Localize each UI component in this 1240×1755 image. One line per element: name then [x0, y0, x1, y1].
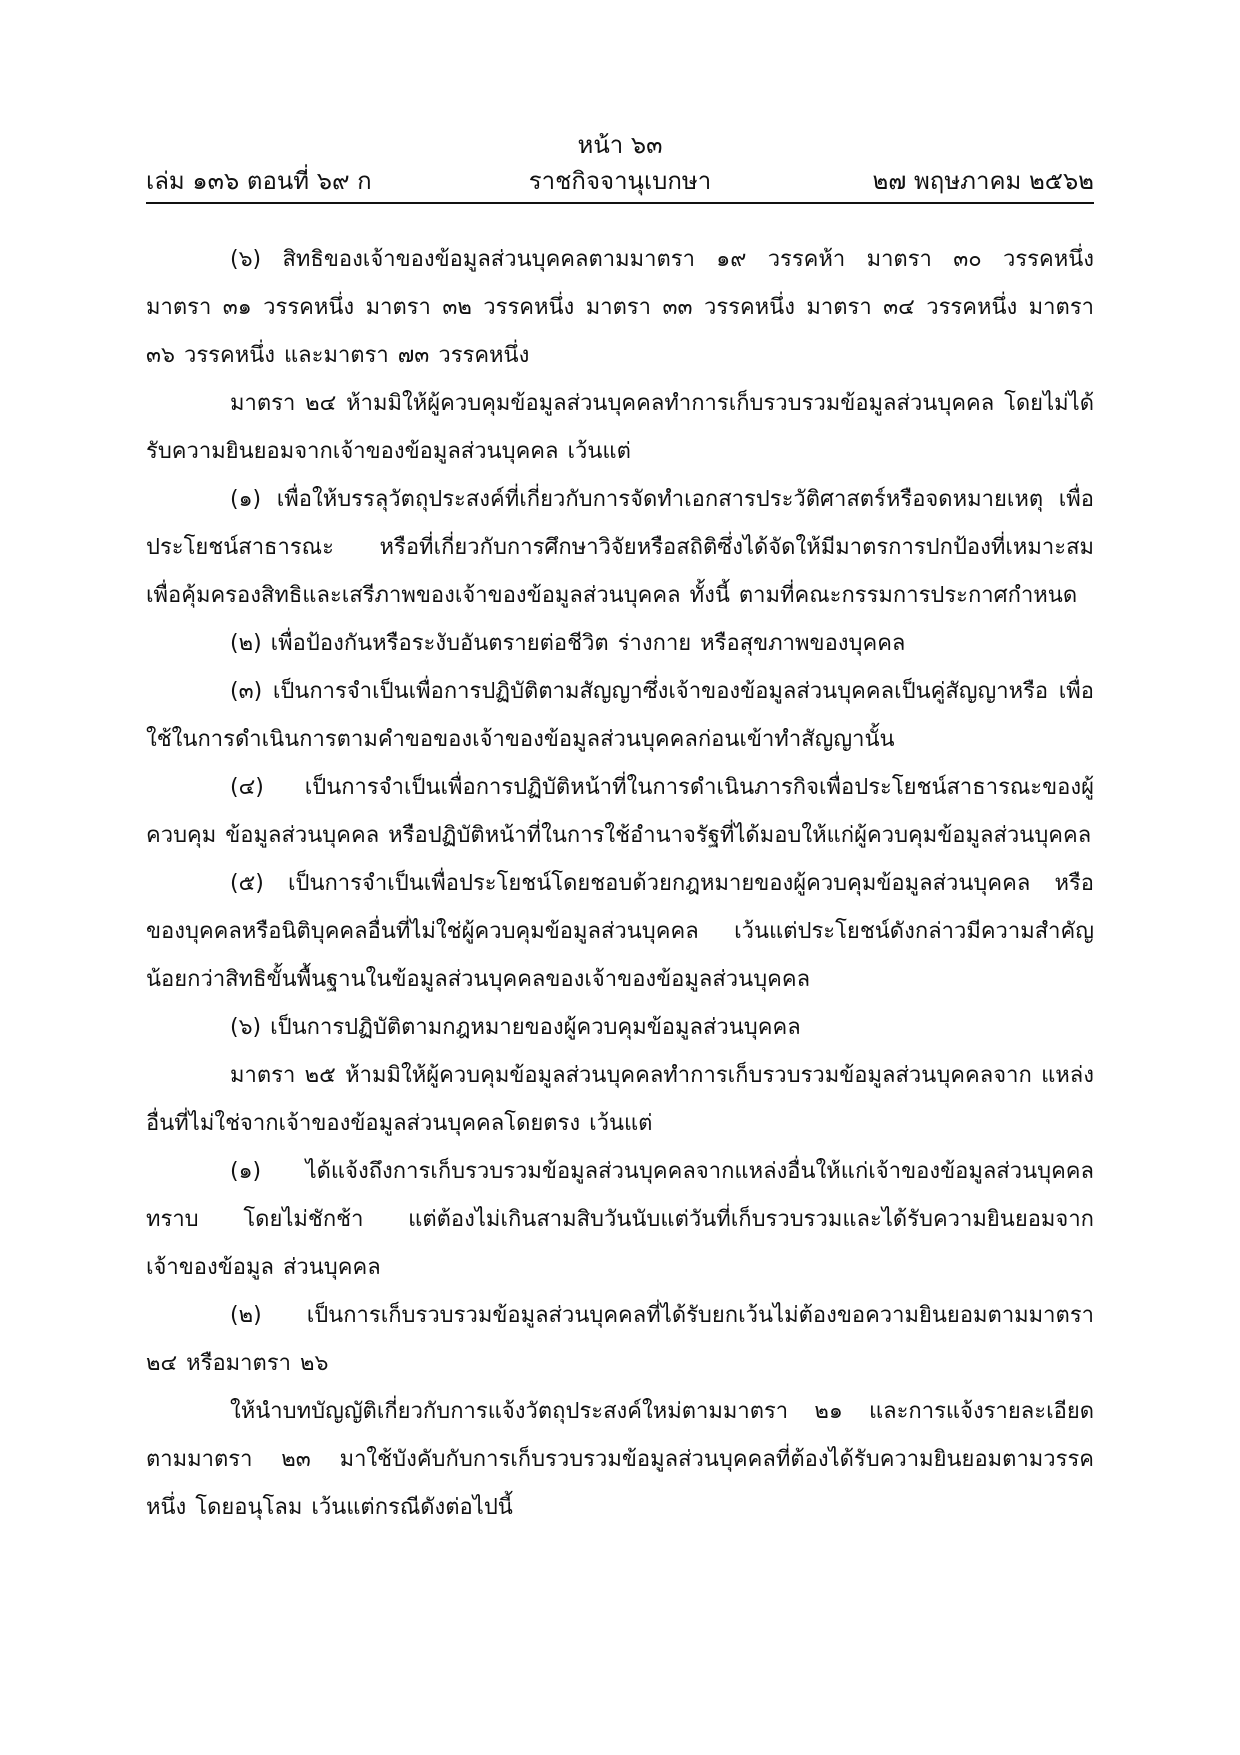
- paragraph: (๑) ได้แจ้งถึงการเก็บรวบรวมข้อมูลส่วนบุคคลจากแหล่งอื่นให้แก่เจ้าของข้อมูลส่วนบุคคลทราบ โดยไม่ชักช้า แต่ต้องไม่เกินสามสิบวันนับแต่วันที่เก็บรวบรวมและได้รับความยินยอมจากเจ้าของข้อมูล ส่วนบุคคล: [146, 1159, 1094, 1280]
- paragraph: มาตรา ๒๕ ห้ามมิให้ผู้ควบคุมข้อมูลส่วนบุคคลทำการเก็บรวบรวมข้อมูลส่วนบุคคลจาก แหล่งอื่นที่ไม่ใช่จากเจ้าของข้อมูลส่วนบุคคลโดยตรง เว้นแต่: [146, 1063, 1094, 1136]
- paragraph: (๕) เป็นการจำเป็นเพื่อประโยชน์โดยชอบด้วยกฎหมายของผู้ควบคุมข้อมูลส่วนบุคคล หรือของบุคคลหรือนิติบุคคลอื่นที่ไม่ใช่ผู้ควบคุมข้อมูลส่วนบุคคล เว้นแต่ประโยชน์ดังกล่าวมีความสำคัญ น้อยกว่าสิทธิขั้นพื้นฐานในข้อมูลส่วนบุคคลของเจ้าของข้อมูลส่วนบุคคล: [146, 871, 1094, 992]
- page-number: หน้า ๖๓: [577, 131, 663, 159]
- paragraph: (๒) เพื่อป้องกันหรือระงับอันตรายต่อชีวิต ร่างกาย หรือสุขภาพของบุคคล: [230, 631, 906, 656]
- document-body: [146, 236, 1094, 1532]
- paragraph: (๖) สิทธิของเจ้าของข้อมูลส่วนบุคคลตามมาตรา ๑๙ วรรคห้า มาตรา ๓๐ วรรคหนึ่ง มาตรา ๓๑ วรรคหนึ่ง มาตรา ๓๒ วรรคหนึ่ง มาตรา ๓๓ วรรคหนึ่ง มาตรา ๓๔ วรรคหนึ่ง มาตรา ๓๖ วรรคหนึ่ง และมาตรา ๗๓ วรรคหนึ่ง: [146, 247, 1094, 368]
- paragraph: มาตรา ๒๔ ห้ามมิให้ผู้ควบคุมข้อมูลส่วนบุคคลทำการเก็บรวบรวมข้อมูลส่วนบุคคล โดยไม่ได้รับความยินยอมจากเจ้าของข้อมูลส่วนบุคคล เว้นแต่: [146, 391, 1094, 464]
- gazette-title: ราชกิจจานุเบกษา: [528, 167, 712, 195]
- publication-date: ๒๗ พฤษภาคม ๒๕๖๒: [872, 167, 1094, 195]
- header-row: [146, 162, 1094, 200]
- paragraph: (๔) เป็นการจำเป็นเพื่อการปฏิบัติหน้าที่ในการดำเนินภารกิจเพื่อประโยชน์สาธารณะของผู้ควบคุม ข้อมูลส่วนบุคคล หรือปฏิบัติหน้าที่ในการใช้อำนาจรัฐที่ได้มอบให้แก่ผู้ควบคุมข้อมูลส่วนบุคคล: [146, 775, 1094, 848]
- paragraph: (๑) เพื่อให้บรรลุวัตถุประสงค์ที่เกี่ยวกับการจัดทำเอกสารประวัติศาสตร์หรือจดหมายเหตุ เพื่อประโยชน์สาธารณะ หรือที่เกี่ยวกับการศึกษาวิจัยหรือสถิติซึ่งได้จัดให้มีมาตรการปกป้องที่เหมาะสม เพื่อคุ้มครองสิทธิและเสรีภาพของเจ้าของข้อมูลส่วนบุคคล ทั้งนี้ ตามที่คณะกรรมการประกาศกำหนด: [146, 487, 1094, 608]
- paragraph: (๒) เป็นการเก็บรวบรวมข้อมูลส่วนบุคคลที่ได้รับยกเว้นไม่ต้องขอความยินยอมตามมาตรา ๒๔ หรือมาตรา ๒๖: [146, 1303, 1094, 1376]
- paragraph: ให้นำบทบัญญัติเกี่ยวกับการแจ้งวัตถุประสงค์ใหม่ตามมาตรา ๒๑ และการแจ้งรายละเอียด ตามมาตรา ๒๓ มาใช้บังคับกับการเก็บรวบรวมข้อมูลส่วนบุคคลที่ต้องได้รับความยินยอมตามวรรคหนึ่ง โดยอนุโลม เว้นแต่กรณีดังต่อไปนี้: [146, 1399, 1094, 1520]
- paragraph: (๖) เป็นการปฏิบัติตามกฎหมายของผู้ควบคุมข้อมูลส่วนบุคคล: [230, 1015, 801, 1040]
- volume-issue: เล่ม ๑๓๖ ตอนที่ ๖๙ ก: [146, 167, 372, 195]
- header-divider: [146, 202, 1094, 204]
- page-header: [146, 128, 1094, 204]
- paragraph: (๓) เป็นการจำเป็นเพื่อการปฏิบัติตามสัญญาซึ่งเจ้าของข้อมูลส่วนบุคคลเป็นคู่สัญญาหรือ เพื่อใช้ในการดำเนินการตามคำขอของเจ้าของข้อมูลส่วนบุคคลก่อนเข้าทำสัญญานั้น: [146, 679, 1094, 752]
